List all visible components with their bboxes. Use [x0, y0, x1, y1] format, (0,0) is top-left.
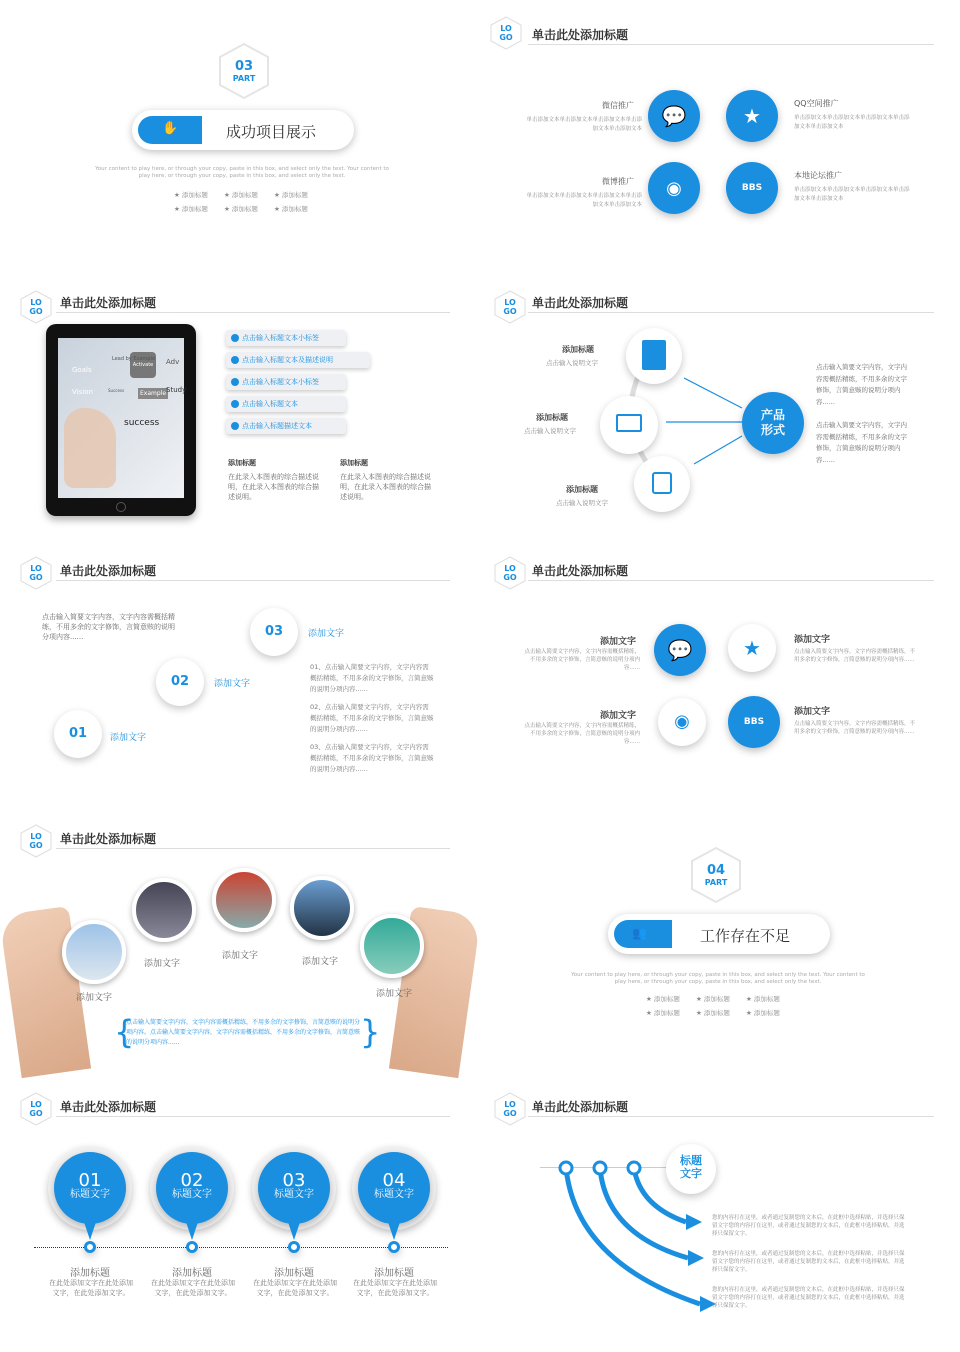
timeline-dot	[388, 1241, 400, 1253]
text-label: 添加文字	[794, 707, 831, 717]
title-divider	[56, 848, 450, 849]
arrow-line	[684, 378, 742, 408]
part-item: ★ 添加标题	[746, 1009, 780, 1017]
step-circle	[54, 710, 102, 758]
part-item: ★ 添加标题	[174, 205, 208, 213]
start-dot	[560, 1162, 572, 1174]
pin-number: 03	[282, 1170, 306, 1191]
bbs-title: 本地论坛推广	[794, 171, 842, 180]
tablet-word: success	[124, 418, 160, 428]
part-icon-box	[614, 920, 672, 948]
qq-title: QQ空间推广	[794, 99, 839, 108]
part-item: ★ 添加标题	[224, 205, 258, 213]
step-circle	[156, 658, 204, 706]
text-label: 添加文字	[600, 637, 637, 647]
qq-bubble	[726, 90, 778, 142]
qq-bubble	[728, 624, 776, 672]
tag-list	[226, 330, 376, 440]
item-sub: 点击输入说明文字	[546, 359, 598, 367]
tag-item: 点击输入标题文本	[226, 396, 346, 412]
arrowhead	[686, 1214, 702, 1230]
title-badge-label: 标题文字	[680, 1154, 702, 1180]
tablet-word: Lead by Example	[112, 356, 156, 362]
right-text-2: 点击输入简要文字内容，文字内容需概括精练，不用多余的文字修饰，言简意赅的说明分项内容......	[816, 421, 907, 464]
tag-item: 点击输入标题文本小标签	[226, 374, 346, 390]
photo-label: 添加文字	[76, 993, 113, 1003]
qq-star-icon: ★	[743, 636, 761, 660]
timeline-dot	[84, 1241, 96, 1253]
item-sub: 点击输入说明文字	[524, 427, 576, 435]
text-label: 添加文字	[794, 635, 831, 645]
title-badge	[666, 1144, 716, 1194]
slide-part-03[interactable]	[0, 10, 470, 270]
part-item: ★ 添加标题	[696, 1009, 730, 1017]
slide-title: 单击此处添加标题	[532, 564, 629, 578]
tablet-word: Study	[166, 386, 187, 394]
pin-title: 添加标题	[274, 1268, 314, 1279]
step-note: 03、点击输入简要文字内容，文字内容需概括精练，不用多余的文字修饰，言简意赅的说明分项内容......	[310, 743, 434, 773]
arrow-line	[694, 436, 742, 464]
handshake-icon: ✋	[162, 121, 179, 136]
tablet-word: Adv	[166, 358, 180, 366]
slide-pins[interactable]	[0, 1082, 470, 1342]
slide-curved-arrows[interactable]	[484, 1082, 954, 1342]
slide-steps[interactable]	[0, 546, 470, 806]
text-body: 点击输入简要文字内容，文字内容需概括精练，不用多余的文字修饰，言简意赅的说明分项内容......	[524, 649, 640, 671]
title-divider	[528, 580, 934, 581]
title-divider	[56, 580, 450, 581]
part-title: 成功项目展示	[226, 123, 317, 141]
pin-label: 标题文字	[70, 1189, 110, 1200]
part-number: 04	[706, 863, 726, 878]
bbs-icon: BBS	[743, 717, 765, 727]
part-icon-box	[138, 116, 202, 144]
logo	[494, 556, 526, 590]
logo-line1: LO	[504, 298, 516, 307]
logo	[20, 1092, 52, 1126]
logo-line1: LO	[504, 1100, 516, 1109]
slide-product-form[interactable]	[484, 278, 954, 538]
pin-number: 01	[78, 1170, 102, 1191]
part-label: PART	[232, 74, 256, 83]
pin-number: 02	[180, 1170, 204, 1191]
pin-head	[156, 1152, 228, 1224]
pin-tip	[388, 1222, 400, 1240]
part-title-pill	[608, 914, 830, 954]
tablet-word: Vision	[72, 388, 93, 396]
tablet-screen	[58, 338, 187, 498]
tablet-device	[46, 324, 196, 516]
right-text-1: 点击输入简要文字内容，文字内容需概括精练，不用多余的文字修饰，言简意赅的说明分项内容......	[816, 363, 907, 406]
photo-kiosk	[360, 914, 424, 978]
pin-head	[54, 1152, 126, 1224]
arrow-text: 您的内容打在这里，或者通过复制您的文本后，在此框中选择粘贴，并选择只保留文字您的内容打在这里，或者通过复制您的文本后，在此框中选择粘贴，并选择只保留文字。	[712, 1215, 905, 1237]
slide-hands[interactable]	[0, 814, 470, 1074]
tablet-home-button	[116, 502, 126, 512]
arc-path	[484, 278, 954, 538]
contacts-icon	[652, 472, 672, 494]
pin-text: 在此处添加文字在此处添加文字，在此处添加文字。	[151, 1279, 235, 1297]
photo-screen	[132, 878, 196, 942]
pin-text: 在此处添加文字在此处添加文字，在此处添加文字。	[49, 1279, 133, 1297]
logo-line1: LO	[500, 24, 512, 33]
weibo-icon: ◉	[666, 177, 682, 199]
weibo-bubble	[658, 698, 706, 746]
part-item: ★ 添加标题	[646, 995, 680, 1003]
slide-social-2[interactable]	[484, 546, 954, 806]
part-item: ★ 添加标题	[174, 191, 208, 199]
pin-number: 04	[382, 1170, 406, 1191]
col1-text: 在此录入本图表的综合描述说明，在此录入本图表的综合描述说明。	[228, 473, 319, 501]
arrow-text: 您的内容打在这里，或者通过复制您的文本后，在此框中选择粘贴，并选择只保留文字您的内容打在这里，或者通过复制您的文本后，在此框中选择粘贴，并选择只保留文字。	[712, 1251, 905, 1273]
item-title: 添加标题	[566, 485, 598, 494]
intro-text: 点击输入简要文字内容，文字内容需概括精练，不用多余的文字修饰，言简意赅的说明分项内容......	[42, 613, 175, 641]
part-title: 工作存在不足	[700, 927, 791, 945]
wechat-icon: 💬	[661, 104, 687, 128]
slide-title: 单击此处添加标题	[532, 296, 629, 310]
step-circle	[250, 608, 298, 656]
slide-social-promotion[interactable]	[484, 10, 954, 270]
timeline-dot	[186, 1241, 198, 1253]
wechat-bubble	[654, 624, 706, 676]
part-item: ★ 添加标题	[696, 995, 730, 1003]
logo-line1: LO	[30, 832, 42, 841]
building-icon	[642, 340, 666, 370]
wechat-title: 微信推广	[602, 101, 634, 110]
part-item: ★ 添加标题	[646, 1009, 680, 1017]
brace-right: }	[360, 1013, 381, 1051]
tablet-hex: Activate	[130, 352, 156, 378]
timeline-dot	[288, 1241, 300, 1253]
part-item: ★ 添加标题	[224, 191, 258, 199]
team-icon: 👥	[632, 926, 647, 940]
slide-title: 单击此处添加标题	[60, 1100, 157, 1114]
contacts-circle	[634, 456, 690, 512]
pin-title: 添加标题	[172, 1268, 212, 1279]
text-body: 点击输入简要文字内容，文字内容需概括精练，不用多余的文字修饰，言简意赅的说明分项内容......	[794, 721, 916, 735]
pin-text: 在此处添加文字在此处添加文字，在此处添加文字。	[253, 1279, 337, 1297]
logo-line2: GO	[29, 841, 43, 850]
part-description: Your content to play here, or through your copy, paste in this box, and select only the text. Your content to play here, or through your copy, paste in this box, and select only the text.	[571, 972, 865, 985]
photo-billboard	[62, 920, 126, 984]
step-label: 添加文字	[110, 733, 147, 743]
photo-label: 添加文字	[302, 957, 339, 967]
logo	[20, 824, 52, 858]
start-dot	[594, 1162, 606, 1174]
pin-tip	[84, 1222, 96, 1240]
photo-label: 添加文字	[144, 959, 181, 969]
part-title-pill	[132, 110, 354, 150]
qq-text: 单击添加文本单击添加文本单击添加文本单击添加文本单击添加文本	[794, 115, 910, 130]
pin-text: 在此处添加文字在此处添加文字，在此处添加文字。	[353, 1279, 437, 1297]
tablet-word: Success	[108, 388, 125, 393]
col2-text: 在此录入本图表的综合描述说明，在此录入本图表的综合描述说明。	[340, 473, 431, 501]
title-divider	[56, 312, 450, 313]
text-body: 点击输入简要文字内容，文字内容需概括精练，不用多余的文字修饰，言简意赅的说明分项内容......	[794, 649, 916, 663]
item-title: 添加标题	[562, 345, 594, 354]
slide-title: 单击此处添加标题	[532, 1100, 629, 1114]
center-label: 产品形式	[760, 408, 785, 437]
arrow-text: 您的内容打在这里，或者通过复制您的文本后，在此框中选择粘贴，并选择只保留文字您的内容打在这里，或者通过复制您的文本后，在此框中选择粘贴，并选择只保留文字。	[712, 1287, 905, 1309]
building-circle	[626, 328, 682, 384]
part-description: Your content to play here, or through your copy, paste in this box, and select only the text. Your content to play here, or through your copy, paste in this box, and select only the text.	[95, 166, 389, 179]
weibo-title: 微博推广	[602, 177, 634, 186]
photo-label: 添加文字	[222, 951, 259, 961]
pin-label: 标题文字	[172, 1189, 212, 1200]
slide-title: 单击此处添加标题	[60, 564, 157, 578]
weibo-text: 单击添加文本单击添加文本单击添加文本单击添加文本单击添加文本	[526, 193, 642, 208]
part-item: ★ 添加标题	[274, 191, 308, 199]
start-dot	[628, 1162, 640, 1174]
bbs-icon: BBS	[741, 183, 763, 193]
title-divider	[56, 1116, 450, 1117]
text-label: 添加文字	[600, 711, 637, 721]
step-label: 添加文字	[308, 629, 345, 639]
wechat-text: 单击添加文本单击添加文本单击添加文本单击添加文本单击添加文本	[526, 117, 642, 132]
center-circle	[742, 392, 804, 454]
pin-tip	[288, 1222, 300, 1240]
logo-line2: GO	[503, 1109, 517, 1118]
pin-label: 标题文字	[374, 1189, 414, 1200]
part-label: PART	[704, 878, 728, 887]
wechat-icon: 💬	[667, 638, 693, 662]
pin-tip	[186, 1222, 198, 1240]
logo-line2: GO	[29, 307, 43, 316]
text-body: 点击输入简要文字内容，文字内容需概括精练，不用多余的文字修饰，言简意赅的说明分项内容......	[524, 723, 640, 745]
pin-title: 添加标题	[374, 1268, 414, 1279]
slide-part-04[interactable]	[484, 814, 954, 1074]
laptop-icon	[616, 414, 642, 432]
tablet-word: Example	[140, 390, 167, 397]
logo-line1: LO	[504, 564, 516, 573]
step-number: 03	[264, 624, 284, 639]
slide-tablet[interactable]	[0, 278, 470, 538]
tag-item: 点击输入标题文本及描述说明	[226, 352, 370, 368]
tag-item: 点击输入标题文本小标签	[226, 330, 346, 346]
brace-left: {	[114, 1013, 135, 1051]
photo-street	[212, 868, 276, 932]
title-divider	[528, 44, 934, 45]
logo-line2: GO	[29, 1109, 43, 1118]
wechat-bubble	[648, 90, 700, 142]
step-label: 添加文字	[214, 679, 251, 689]
pin-label: 标题文字	[274, 1189, 314, 1200]
part-item: ★ 添加标题	[746, 995, 780, 1003]
bbs-text: 单击添加文本单击添加文本单击添加文本单击添加文本单击添加文本	[794, 187, 910, 202]
step-note: 02、点击输入简要文字内容，文字内容需概括精练，不用多余的文字修饰，言简意赅的说明分项内容......	[310, 703, 434, 733]
weibo-icon: ◉	[674, 711, 690, 732]
pin-head	[358, 1152, 430, 1224]
hands-text: 点击输入简要文字内容，文字内容需概括精练，不用多余的文字修饰，言简意赅的说明分项内容。点击输入简要文字内容，文字内容需概括精练，不用多余的文字修饰，言简意赅的说明分项内容......	[126, 1019, 361, 1046]
logo-line2: GO	[29, 573, 43, 582]
col2-title: 添加标题	[340, 459, 368, 467]
pin-title: 添加标题	[70, 1268, 110, 1279]
tablet-word: Goals	[72, 366, 92, 374]
arrowhead	[688, 1250, 704, 1266]
laptop-circle	[600, 396, 658, 454]
tag-item: 点击输入标题描述文本	[226, 418, 346, 434]
logo	[490, 16, 522, 50]
pin-head	[258, 1152, 330, 1224]
timeline-line	[34, 1247, 448, 1248]
col1-title: 添加标题	[228, 459, 256, 467]
logo-line1: LO	[30, 564, 42, 573]
bbs-bubble	[728, 696, 780, 748]
step-note: 01、点击输入简要文字内容，文字内容需概括精练，不用多余的文字修饰，言简意赅的说明分项内容......	[310, 663, 434, 693]
logo-line1: LO	[30, 1100, 42, 1109]
bbs-bubble	[726, 162, 778, 214]
qq-star-icon: ★	[743, 104, 761, 128]
logo	[20, 556, 52, 590]
step-number: 02	[170, 674, 190, 689]
weibo-bubble	[648, 162, 700, 214]
part-item: ★ 添加标题	[274, 205, 308, 213]
slide-title: 单击此处添加标题	[60, 296, 157, 310]
slide-title: 单击此处添加标题	[60, 832, 157, 846]
part-number: 03	[234, 59, 254, 74]
logo-line1: LO	[30, 298, 42, 307]
step-number: 01	[68, 726, 88, 741]
item-title: 添加标题	[536, 413, 568, 422]
logo-line2: GO	[503, 573, 517, 582]
slide-title: 单击此处添加标题	[532, 28, 629, 42]
logo-line2: GO	[503, 307, 517, 316]
logo	[20, 290, 52, 324]
photo-bus-stop	[290, 876, 354, 940]
logo-line2: GO	[499, 33, 513, 42]
item-sub: 点击输入说明文字	[556, 499, 608, 507]
photo-label: 添加文字	[376, 989, 413, 999]
tablet-hand	[64, 408, 116, 488]
